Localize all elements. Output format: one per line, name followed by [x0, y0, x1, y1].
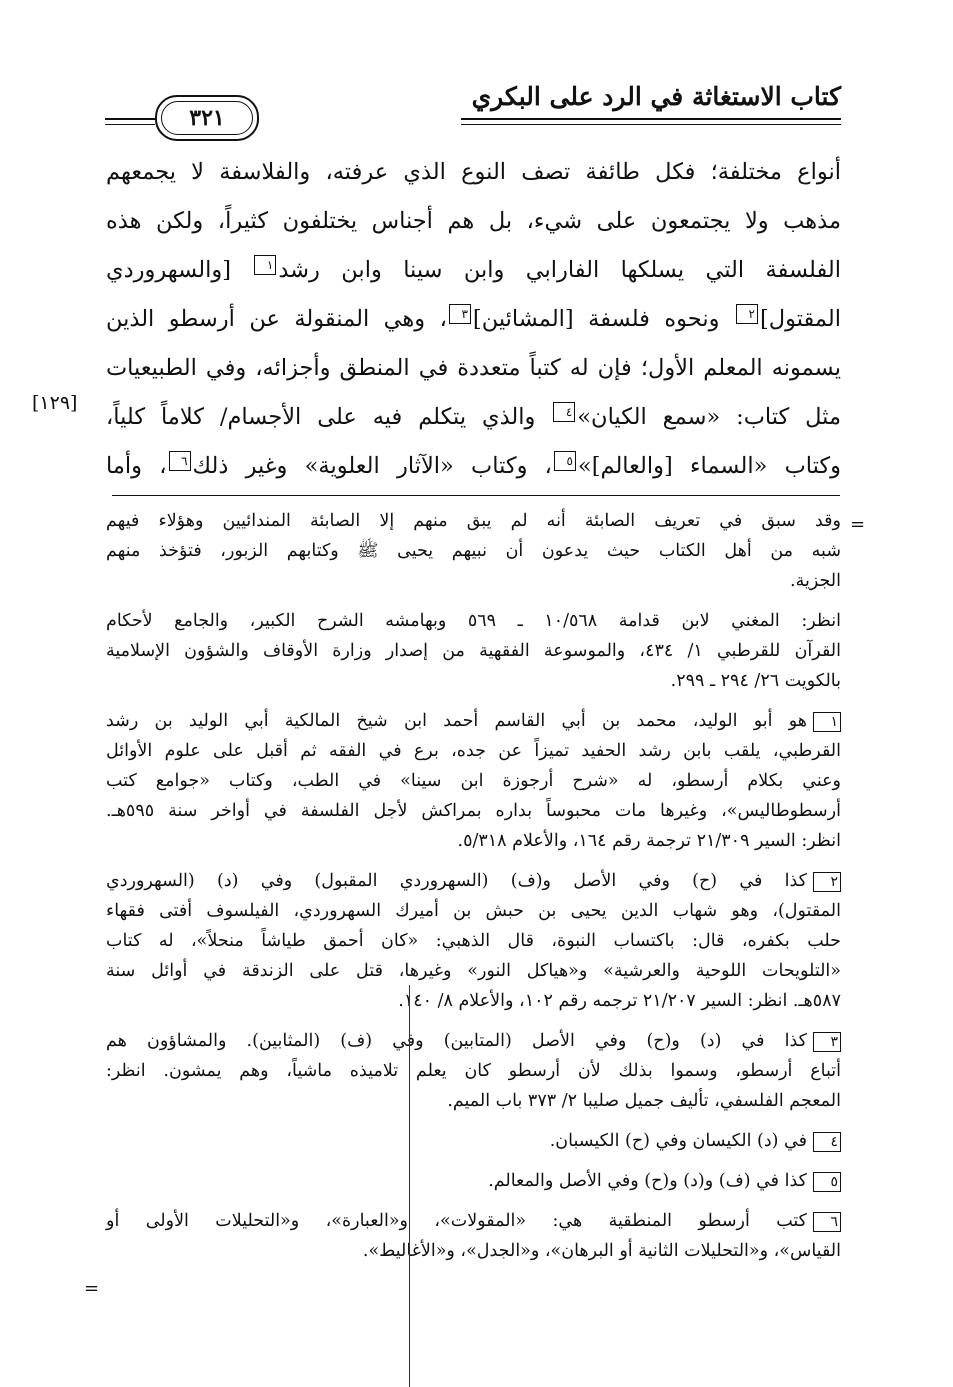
text-span: وقد سبق في تعريف الصابئة أنه لم يبق منهم إلا الصابئة المندائيين وهؤلاء فيهم: [106, 511, 841, 531]
footnote-number: ٦: [813, 1212, 841, 1232]
footnote-number: ٥: [813, 1172, 841, 1192]
text-span: القرآن للقرطبي ١/ ٤٣٤، والموسوعة الفقهية من إصدار وزارة الأوقاف والشؤون الإسلامية: [106, 641, 841, 661]
header-rule: [461, 118, 841, 120]
text-span: هو أبو الوليد، محمد بن أبي القاسم أحمد ابن شيخ المالكية أبي الوليد بن رشد: [106, 711, 807, 731]
footnote-line: [106, 926, 841, 956]
text-span: وعني بكلام أرسطو، له «شرح أرجوزة ابن سينا» في الطب، وكتاب «جوامع كتب: [106, 771, 841, 791]
margin-reference: [١٢٩]: [32, 392, 78, 414]
footnote-separator: [112, 495, 840, 496]
text-span: حلب بكفره، قال: باكتساب النبوة، قال الذهبي: «كان أحمق طياشاً منحلاً»، له كتاب: [106, 931, 841, 951]
text-span: مثل كتاب: «سمع الكيان»: [577, 404, 842, 430]
footnote-gap: [106, 696, 841, 706]
text-span: أرسطوطاليس»، وغيرها مات محبوساً بداره بمراكش لأجل الفلسفة في أواخر سنة ٥٩٥هـ.: [106, 801, 841, 821]
footnote-line: [106, 1236, 841, 1266]
main-text-line: [106, 197, 841, 246]
main-text: [106, 148, 841, 491]
header-rule: [461, 124, 841, 125]
text-span: بالكويت ٢٦/ ٢٩٤ ـ ٢٩٩.: [670, 671, 841, 691]
text-span: وكتاب «السماء [والعالم]»: [577, 453, 841, 479]
footnote-line: [106, 866, 841, 896]
text-span: المقتول)، وهو شهاب الدين يحيى بن حبش بن أميرك السهروردي، الفيلسوف أفتى فقهاء: [106, 901, 841, 921]
footnote-marker[interactable]: ٥: [554, 451, 576, 471]
footnote-line: [106, 1126, 841, 1156]
footnote-line: [106, 736, 841, 766]
text-span: أنواع مختلفة؛ فكل طائفة تصف النوع الذي عرفته، والفلاسفة لا يجمعهم: [106, 159, 841, 185]
text-span: المعجم الفلسفي، تأليف جميل صليبا ٢/ ٣٧٣ باب الميم.: [447, 1091, 841, 1111]
continuation-mark: =: [84, 1278, 100, 1299]
footnote-number: ١: [813, 712, 841, 732]
footnote-number: ٤: [813, 1132, 841, 1152]
text-span: الفلسفة التي يسلكها الفارابي وابن سينا وابن رشد: [278, 257, 841, 283]
footnote-line: [106, 1086, 841, 1116]
text-span: ٥٨٧هـ. انظر: السير ٢١/٢٠٧ ترجمه رقم ١٠٢، والأعلام ٨/ ١٤٠.: [398, 991, 841, 1011]
footnote-number: ٢: [813, 872, 841, 892]
footnote-line: [106, 1206, 841, 1236]
footnote-line: [106, 706, 841, 736]
footnote-line: [106, 1056, 841, 1086]
footnote-marker[interactable]: ٦: [169, 451, 191, 471]
text-span: القرطبي، يلقب بابن رشد الحفيد تميزاً عن جده، برع في الفقه ثم أقبل على علوم الأوائل: [106, 741, 841, 761]
text-span: كذا في (ف) و(د) و(ح) وفي الأصل والمعالم.: [488, 1171, 807, 1191]
text-span: القياس»، و«التحليلات الثانية أو البرهان»، و«الجدل»، و«الأغاليط».: [362, 1241, 841, 1261]
page-number-frame: [155, 95, 259, 141]
footnote-line: [106, 896, 841, 926]
footnote-line: [106, 826, 841, 856]
main-text-line: [106, 344, 841, 393]
text-span: في (د) الكيسان وفي (ح) الكيسبان.: [549, 1131, 807, 1151]
footnote-gap: [106, 596, 841, 606]
text-span: ، وأما: [106, 453, 167, 479]
continuation-mark: =: [850, 514, 866, 535]
text-span: ونحوه فلسفة [المشائين]: [472, 306, 734, 332]
page-number: ٣٢١: [161, 101, 253, 135]
footnote-line: [106, 1166, 841, 1196]
book-title: كتاب الاستغاثة في الرد على البكري: [471, 82, 841, 111]
footnote-gap: [106, 1016, 841, 1026]
text-span: انظر: المغني لابن قدامة ١٠/٥٦٨ ـ ٥٦٩ وبهامشه الشرح الكبير، والجامع لأحكام: [106, 611, 841, 631]
main-text-line: [106, 442, 841, 491]
footnote-line: [106, 566, 841, 596]
footnote-line: [106, 666, 841, 696]
footnote-gap: [106, 1156, 841, 1166]
text-span: الجزية.: [790, 571, 841, 591]
text-span: «التلويحات اللوحية والعرشية» و«هياكل النور» وغيرها، قتل على الزندقة في أوائل سنة: [106, 961, 841, 981]
header-rule: [105, 118, 155, 120]
text-span: ، وهي المنقولة عن أرسطو الذين: [106, 306, 447, 332]
text-span: [والسهروردي: [106, 257, 253, 283]
main-text-line: [106, 148, 841, 197]
footnotes: [106, 506, 841, 1266]
footnote-gap: [106, 1116, 841, 1126]
footnote-line: [106, 956, 841, 986]
main-text-line: [106, 295, 841, 344]
text-span: يسمونه المعلم الأول؛ فإن له كتباً متعددة في المنطق وأجزائه، وفي الطبيعيات: [106, 355, 841, 381]
footnote-number: ٣: [813, 1032, 841, 1052]
text-span: المقتول]: [759, 306, 841, 332]
main-text-line: [106, 393, 841, 442]
text-span: ، وكتاب «الآثار العلوية» وغير ذلك: [192, 453, 552, 479]
text-span: كتب أرسطو المنطقية هي: «المقولات»، و«العبارة»، و«التحليلات الأولى أو: [106, 1211, 807, 1231]
footnote-line: [106, 766, 841, 796]
text-span: شبه من أهل الكتاب حيث يدعون أن نبيهم يحيى ﷺ وكتابهم الزبور، فتؤخذ منهم: [106, 541, 841, 561]
footnote-line: [106, 986, 841, 1016]
footnote-marker[interactable]: ١: [254, 255, 276, 275]
footnote-line: [106, 796, 841, 826]
footnote-line: [106, 606, 841, 636]
footnote-line: [106, 1026, 841, 1056]
text-span: أتباع أرسطو، وسموا بذلك لأن أرسطو كان يعلم تلاميذه ماشياً، وهم يمشون. انظر:: [106, 1061, 841, 1081]
footnote-line: [106, 536, 841, 566]
text-span: كذا في (د) و(ح) وفي الأصل (المتابين) وفي (ف) (المثابين). والمشاؤون هم: [106, 1031, 807, 1051]
text-span: والذي يتكلم فيه على الأجسام/ كلاماً كلياً،: [106, 404, 552, 430]
text-span: انظر: السير ٢١/٣٠٩ ترجمة رقم ١٦٤، والأعلام ٥/٣١٨.: [457, 831, 841, 851]
scan-artifact-line: [409, 985, 410, 1387]
footnote-gap: [106, 856, 841, 866]
main-text-line: [106, 246, 841, 295]
footnote-marker[interactable]: ٢: [736, 304, 758, 324]
footnote-marker[interactable]: ٣: [449, 304, 471, 324]
footnote-line: [106, 506, 841, 536]
footnote-gap: [106, 1196, 841, 1206]
header-rule: [105, 124, 155, 125]
footnote-line: [106, 636, 841, 666]
text-span: كذا في (ح) وفي الأصل و(ف) (السهروردي المقبول) وفي (د) (السهروردي: [106, 871, 807, 891]
text-span: مذهب ولا يجتمعون على شيء، بل هم أجناس يختلفون كثيراً، ولكن هذه: [106, 208, 841, 234]
footnote-marker[interactable]: ٤: [553, 402, 575, 422]
